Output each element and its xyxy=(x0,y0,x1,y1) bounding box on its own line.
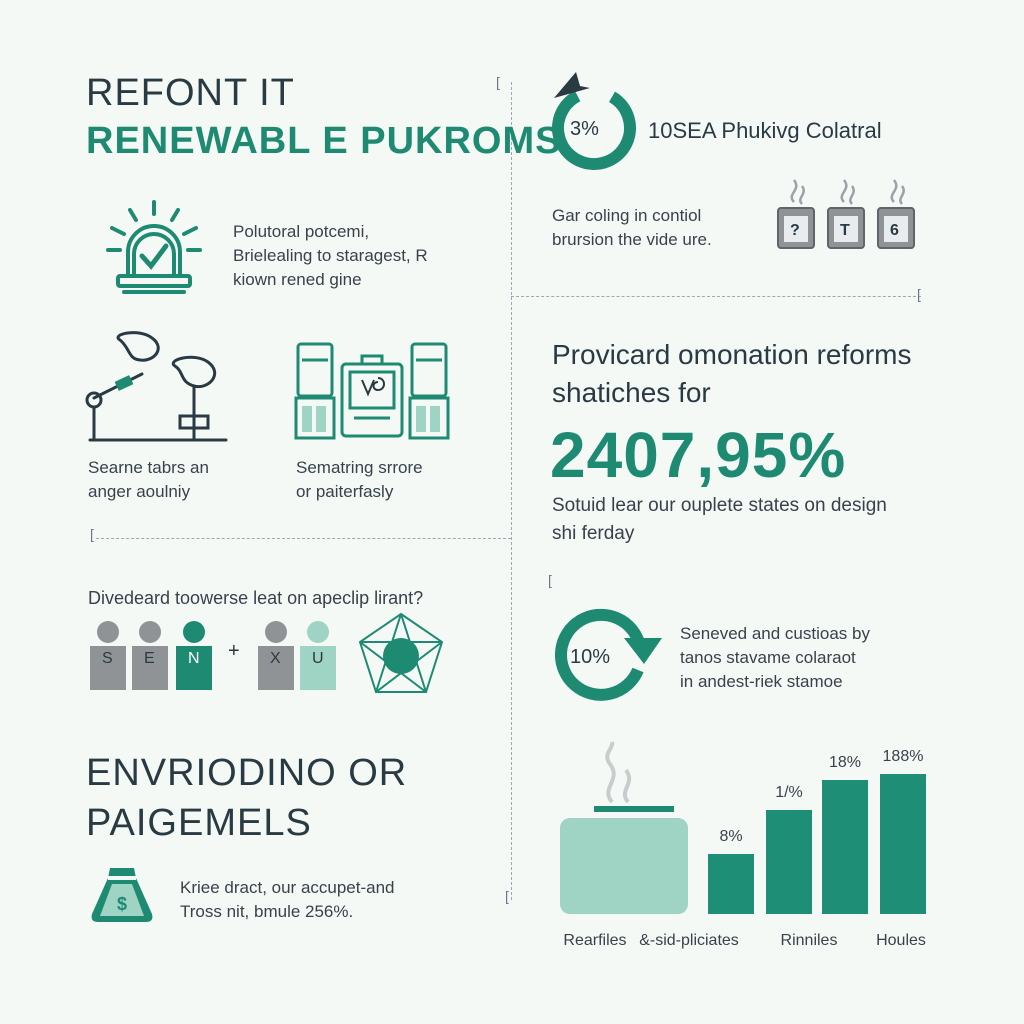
text-line: Tross nit, bmule 256%. xyxy=(180,902,354,921)
divider-mid-left xyxy=(96,538,511,539)
bar-value-label: 1/% xyxy=(775,784,803,801)
right1-title: 10SEA Phukivg Colatral xyxy=(648,118,882,143)
wind-turbine-icon xyxy=(80,326,230,446)
tick-marker: [ xyxy=(505,888,509,904)
text-line: Provicard omonation reforms xyxy=(552,339,912,370)
jar-label: T xyxy=(840,222,850,239)
tick-marker: [ xyxy=(90,526,94,542)
ring-value: 10% xyxy=(570,646,611,668)
big-number: 2407,95% xyxy=(550,419,847,491)
text-line: Seneved and custioas by xyxy=(680,624,870,643)
text-line: Brielealing to staragest, R xyxy=(233,246,428,265)
block2-left-text xyxy=(88,456,209,504)
text-line: Sotuid lear our ouplete states on design xyxy=(552,495,887,516)
person-letter: U xyxy=(312,650,324,667)
section-title: ENVRIODINO OR xyxy=(86,752,408,794)
section-title: PAIGEMELS xyxy=(86,802,312,844)
text-line: in andest-riek stamoe xyxy=(680,672,843,691)
right2-subtext xyxy=(552,492,887,548)
text-line: Sematring srrore xyxy=(296,458,423,477)
category-label: Houles xyxy=(876,932,926,949)
text-line: tanos stavame colaraot xyxy=(680,648,856,667)
text-line: anger aoulniy xyxy=(88,482,191,501)
page-title: REFONT IT xyxy=(86,72,295,114)
svg-text:$: $ xyxy=(116,894,128,914)
person-letter: X xyxy=(270,650,281,667)
bar-value-label: 18% xyxy=(828,754,862,771)
divider-top-right xyxy=(511,296,921,297)
bar xyxy=(766,810,812,914)
jar-group xyxy=(776,176,916,250)
text-line: shatiches for xyxy=(552,377,711,408)
page-subtitle: RENEWABL E PUKROMS xyxy=(86,120,562,162)
battery-station-icon xyxy=(292,338,452,446)
right3-text xyxy=(680,622,870,694)
tick-marker: [ xyxy=(548,572,552,588)
person-letter: N xyxy=(188,650,200,667)
tick-marker: [ xyxy=(917,286,921,302)
bar xyxy=(708,854,754,914)
ring-value: 3% xyxy=(570,118,599,140)
text-line: kiown rened gine xyxy=(233,270,362,289)
tick-marker: [ xyxy=(496,74,500,90)
bar-value-label: 8% xyxy=(719,828,743,845)
bar xyxy=(822,780,868,914)
category-label: Rearfiles xyxy=(563,932,627,949)
text-line: Kriee dract, our accupet-and xyxy=(180,878,395,897)
jar-label: 6 xyxy=(890,222,899,239)
category-label: &-sid-pliciates xyxy=(639,932,739,949)
person-letter: S xyxy=(102,650,113,667)
person-letter: E xyxy=(144,650,155,667)
jar-label: ? xyxy=(790,222,800,239)
network-pentagon-icon xyxy=(356,610,446,696)
text-line: or paiterfasly xyxy=(296,482,394,501)
beacon-check-icon xyxy=(104,198,204,298)
right1-text xyxy=(552,204,712,252)
plus-sign: + xyxy=(228,640,240,662)
block4-text xyxy=(180,876,395,924)
text-line: shi ferday xyxy=(552,523,635,544)
steaming-pot-icon xyxy=(552,740,702,920)
text-line: brursion the vide ure. xyxy=(552,230,712,249)
category-label: Rinniles xyxy=(780,932,838,949)
block1-text xyxy=(233,220,428,292)
dollar-bag-icon xyxy=(86,864,158,926)
question-text: Divedeard toowerse leat on apeclip lirant? xyxy=(88,588,424,608)
text-line: Searne tabrs an xyxy=(88,458,209,477)
divider-vertical xyxy=(511,82,512,900)
bar xyxy=(880,774,926,914)
block2-right-text xyxy=(296,456,423,504)
right2-heading xyxy=(552,336,911,412)
bar-value-label: 188% xyxy=(882,748,924,765)
bar-chart xyxy=(540,740,960,960)
text-line: Polutoral potcemi, xyxy=(233,222,370,241)
text-line: Gar coling in contiol xyxy=(552,206,702,225)
